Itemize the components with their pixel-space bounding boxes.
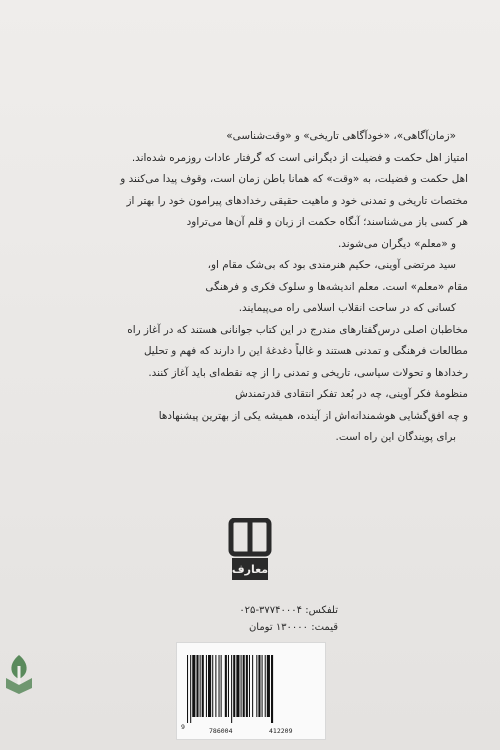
barcode-bar — [252, 655, 253, 717]
barcode-bar — [212, 655, 213, 717]
barcode — [176, 642, 326, 740]
barcode-bar — [246, 655, 248, 717]
barcode-bar — [241, 655, 242, 717]
barcode-bar — [233, 655, 235, 717]
barcode-bar — [208, 655, 211, 717]
publisher-info — [178, 602, 338, 636]
telfax-text: تلفکس: ۳۷۷۴۰۰۰۴-۰۲۵ — [239, 605, 338, 616]
barcode-bar — [258, 655, 260, 717]
text-line: مختصات تاریخی و تمدنی خود و ماهیت حقیقی رخدادهای پیرامون خود را بهتر از — [126, 194, 468, 207]
barcode-bar — [192, 655, 195, 717]
barcode-left-digits: 786004 — [209, 727, 233, 735]
publisher-name: معارف — [231, 563, 269, 576]
text-line: اهل حکمت و فضیلت، به «وقت» که همانا باطن زمان است، وقوف پیدا می‌کنند و — [120, 173, 468, 185]
barcode-bar — [271, 655, 273, 723]
price-text: قیمت: ۱۳۰۰۰۰ تومان — [248, 622, 338, 633]
barcode-bar — [267, 655, 270, 717]
barcode-bar — [202, 655, 204, 717]
barcode-bar — [190, 655, 191, 723]
text-line: کسانی که در ساحت انقلاب اسلامی راه می‌پیمایند. — [238, 302, 456, 314]
barcode-bar — [221, 655, 222, 717]
barcode-bars — [185, 655, 317, 727]
barcode-bar — [249, 655, 250, 717]
barcode-bar — [215, 655, 216, 717]
text-line: مخاطبان اصلی درس‌گفتارهای مندرج در این کتاب جوانانی هستند که در آغاز راه — [127, 323, 468, 336]
barcode-first-digit: 9 — [181, 723, 185, 731]
text-line: مطالعات فرهنگی و تمدنی هستند و غالباً دغدغهٔ این را دارند که فهم و تحلیل — [143, 345, 468, 357]
text-line: منظومهٔ فکر آوینی، چه در بُعد تفکر انتقادی قدرتمندش — [235, 388, 468, 400]
barcode-bar — [231, 655, 232, 723]
barcode-bar — [228, 655, 229, 717]
barcode-bar — [265, 655, 266, 717]
text-line: سید مرتضی آوینی، حکیم هنرمندی بود که بی‌شک مقام او، — [207, 259, 456, 271]
back-cover-text — [30, 126, 470, 449]
text-line: امتیاز اهل حکمت و فضیلت از دیگرانی است که گرفتار عادات روزمره شده‌اند. — [131, 151, 468, 164]
barcode-bar — [243, 655, 245, 717]
barcode-bar — [225, 655, 227, 717]
barcode-bar — [206, 655, 207, 717]
book-logo-icon — [222, 518, 278, 582]
text-line: رخدادها و تحولات سیاسی، تاریخی و تمدنی را از چه نقطه‌ای باید آغاز کنند. — [148, 366, 468, 379]
barcode-bar — [200, 655, 201, 717]
text-line: مقام «معلم» است. معلم اندیشه‌ها و سلوک فکری و فرهنگی — [205, 280, 468, 293]
barcode-bar — [236, 655, 239, 717]
barcode-bar — [262, 655, 263, 717]
text-line: و چه افق‌گشایی هوشمندانه‌اش از آینده، همیشه یکی از بهترین پیشنهادها — [158, 409, 468, 422]
barcode-right-digits: 412209 — [269, 727, 293, 735]
text-line: هر کسی باز می‌شناسند؛ آنگاه حکمت از زبان و قلم آن‌ها می‌تراود — [186, 216, 468, 228]
text-line: و «معلم» دیگران می‌شوند. — [337, 237, 456, 250]
emblem-icon — [2, 652, 36, 696]
text-line: برای پویندگان این راه است. — [335, 431, 456, 443]
barcode-bar — [219, 655, 220, 717]
barcode-bar — [187, 655, 188, 723]
barcode-bar — [196, 655, 198, 717]
barcode-bar — [256, 655, 257, 717]
text-line: «زمان‌آگاهی»، «خودآگاهی تاریخی» و «وقت‌شناسی» — [226, 130, 456, 142]
